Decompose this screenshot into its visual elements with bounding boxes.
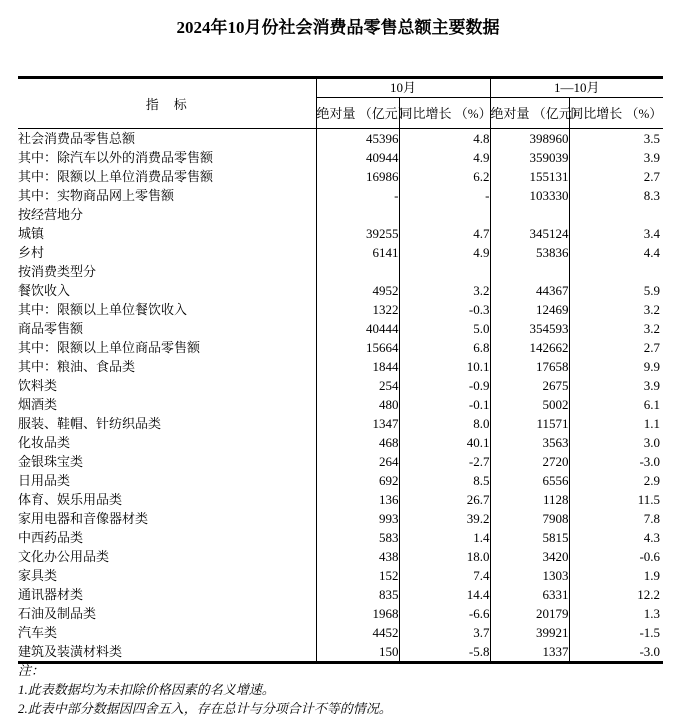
month-growth-cell: 5.0 bbox=[399, 319, 490, 338]
indicator-cell: 家用电器和音像器材类 bbox=[18, 509, 316, 528]
month-absolute-cell: 692 bbox=[316, 471, 399, 490]
month-absolute-cell: 4452 bbox=[316, 623, 399, 642]
cumulative-absolute-cell bbox=[490, 262, 569, 281]
month-growth-cell: 8.0 bbox=[399, 414, 490, 433]
month-absolute-cell: 1844 bbox=[316, 357, 399, 376]
indicator-cell: 城镇 bbox=[18, 224, 316, 243]
month-growth-cell: -6.6 bbox=[399, 604, 490, 623]
cumulative-growth-cell: 1.1 bbox=[643, 416, 661, 431]
header-group-month: 10月 bbox=[316, 78, 490, 98]
cumulative-absolute-cell: 39921 bbox=[490, 623, 569, 642]
cumulative-growth-cell: 3.9 bbox=[643, 150, 661, 165]
table-row bbox=[18, 129, 663, 149]
cumulative-absolute-cell bbox=[490, 205, 569, 224]
month-absolute-cell: 136 bbox=[316, 490, 399, 509]
cumulative-absolute-cell: 5815 bbox=[490, 528, 569, 547]
table-row bbox=[18, 471, 663, 490]
table-row bbox=[18, 300, 663, 319]
cumulative-growth-cell: 1.9 bbox=[643, 568, 661, 583]
month-growth-cell: -2.7 bbox=[399, 452, 490, 471]
month-growth-cell: 39.2 bbox=[399, 509, 490, 528]
indicator-cell: 其中：实物商品网上零售额 bbox=[18, 186, 316, 205]
table-row bbox=[18, 528, 663, 547]
cumulative-growth-cell: 12.2 bbox=[637, 587, 661, 602]
table-row bbox=[18, 395, 663, 414]
month-absolute-cell: 835 bbox=[316, 585, 399, 604]
cumulative-absolute-cell: 142662 bbox=[490, 338, 569, 357]
cumulative-absolute-cell: 12469 bbox=[490, 300, 569, 319]
footnote-2: 2.此表中部分数据因四舍五入，存在总计与分项合计不等的情况。 bbox=[18, 701, 392, 716]
indicator-cell: 其中：粮油、食品类 bbox=[18, 357, 316, 376]
month-absolute-cell: 40444 bbox=[316, 319, 399, 338]
month-growth-cell: 3.2 bbox=[399, 281, 490, 300]
header-group-row bbox=[18, 78, 663, 98]
cumulative-growth-cell: 3.2 bbox=[643, 321, 661, 336]
cumulative-growth-cell: 3.9 bbox=[643, 378, 661, 393]
month-growth-cell: 4.8 bbox=[399, 129, 490, 149]
indicator-cell: 体育、娱乐用品类 bbox=[18, 490, 316, 509]
month-absolute-cell bbox=[316, 205, 399, 224]
cumulative-absolute-cell: 1337 bbox=[490, 642, 569, 663]
indicator-cell: 建筑及装潢材料类 bbox=[18, 642, 316, 663]
month-absolute-cell: 1347 bbox=[316, 414, 399, 433]
cumulative-growth-cell: -1.5 bbox=[639, 625, 661, 640]
cumulative-absolute-cell: 5002 bbox=[490, 395, 569, 414]
month-absolute-cell: 6141 bbox=[316, 243, 399, 262]
table-row bbox=[18, 262, 663, 281]
cumulative-growth-cell: 3.5 bbox=[643, 131, 661, 146]
indicator-cell: 其中：限额以上单位商品零售额 bbox=[18, 338, 316, 357]
indicator-cell: 通讯器材类 bbox=[18, 585, 316, 604]
month-growth-cell bbox=[399, 205, 490, 224]
cumulative-absolute-cell: 103330 bbox=[490, 186, 569, 205]
cumulative-absolute-cell: 11571 bbox=[490, 414, 569, 433]
cumulative-growth-cell: 3.0 bbox=[643, 435, 661, 450]
table-row bbox=[18, 433, 663, 452]
indicator-cell: 社会消费品零售总额 bbox=[18, 129, 316, 149]
page-title: 2024年10月份社会消费品零售总额主要数据 bbox=[176, 18, 500, 37]
header-cumulative-absolute: 绝对量 （亿元） bbox=[490, 98, 569, 129]
indicator-cell: 其中：除汽车以外的消费品零售额 bbox=[18, 148, 316, 167]
month-growth-cell: - bbox=[399, 186, 490, 205]
month-absolute-cell: 39255 bbox=[316, 224, 399, 243]
indicator-cell: 文化办公用品类 bbox=[18, 547, 316, 566]
month-growth-cell: 40.1 bbox=[399, 433, 490, 452]
indicator-cell: 商品零售额 bbox=[18, 319, 316, 338]
cumulative-growth-cell bbox=[569, 262, 663, 281]
indicator-cell: 中西药品类 bbox=[18, 528, 316, 547]
table-row bbox=[18, 243, 663, 262]
month-absolute-cell: 1322 bbox=[316, 300, 399, 319]
cumulative-growth-cell: 3.4 bbox=[643, 226, 661, 241]
cumulative-growth-cell: -3.0 bbox=[639, 454, 661, 469]
cumulative-absolute-cell: 44367 bbox=[490, 281, 569, 300]
month-growth-cell: -0.1 bbox=[399, 395, 490, 414]
month-growth-cell: -0.9 bbox=[399, 376, 490, 395]
cumulative-growth-cell: 2.9 bbox=[643, 473, 661, 488]
cumulative-absolute-cell: 2675 bbox=[490, 376, 569, 395]
cumulative-absolute-cell: 155131 bbox=[490, 167, 569, 186]
cumulative-absolute-cell: 7908 bbox=[490, 509, 569, 528]
indicator-cell: 餐饮收入 bbox=[18, 281, 316, 300]
header-group-cumulative: 1—10月 bbox=[490, 78, 663, 98]
month-absolute-cell: 15664 bbox=[316, 338, 399, 357]
indicator-cell: 石油及制品类 bbox=[18, 604, 316, 623]
month-growth-cell bbox=[399, 262, 490, 281]
footnotes bbox=[18, 661, 392, 718]
table-row bbox=[18, 566, 663, 585]
cumulative-growth-cell: 1.3 bbox=[643, 606, 661, 621]
table-row bbox=[18, 490, 663, 509]
month-growth-cell: 4.7 bbox=[399, 224, 490, 243]
indicator-cell: 饮料类 bbox=[18, 376, 316, 395]
cumulative-absolute-cell: 53836 bbox=[490, 243, 569, 262]
table-row bbox=[18, 167, 663, 186]
cumulative-absolute-cell: 3563 bbox=[490, 433, 569, 452]
cumulative-absolute-cell: 1128 bbox=[490, 490, 569, 509]
cumulative-growth-cell: 3.2 bbox=[643, 302, 661, 317]
header-indicator: 指 标 bbox=[18, 78, 316, 129]
cumulative-absolute-cell: 3420 bbox=[490, 547, 569, 566]
table-row bbox=[18, 585, 663, 604]
cumulative-absolute-cell: 359039 bbox=[490, 148, 569, 167]
cumulative-absolute-cell: 6331 bbox=[490, 585, 569, 604]
month-absolute-cell: 438 bbox=[316, 547, 399, 566]
month-absolute-cell: 40944 bbox=[316, 148, 399, 167]
cumulative-absolute-cell: 398960 bbox=[490, 129, 569, 149]
month-growth-cell: -5.8 bbox=[399, 642, 490, 663]
indicator-cell: 烟酒类 bbox=[18, 395, 316, 414]
indicator-cell: 金银珠宝类 bbox=[18, 452, 316, 471]
month-growth-cell: 7.4 bbox=[399, 566, 490, 585]
table-row bbox=[18, 642, 663, 663]
table-row bbox=[18, 376, 663, 395]
table-row bbox=[18, 357, 663, 376]
retail-sales-table bbox=[18, 76, 663, 664]
month-absolute-cell: 1968 bbox=[316, 604, 399, 623]
cumulative-growth-cell: 2.7 bbox=[643, 340, 661, 355]
cumulative-growth-cell bbox=[569, 205, 663, 224]
table-row bbox=[18, 509, 663, 528]
table-row bbox=[18, 623, 663, 642]
footnote-1: 1.此表数据均为未扣除价格因素的名义增速。 bbox=[18, 682, 275, 697]
indicator-cell: 其中：限额以上单位餐饮收入 bbox=[18, 300, 316, 319]
month-growth-cell: 4.9 bbox=[399, 243, 490, 262]
cumulative-growth-cell: 9.9 bbox=[643, 359, 661, 374]
footnote-label: 注： bbox=[18, 663, 45, 678]
cumulative-absolute-cell: 354593 bbox=[490, 319, 569, 338]
table-row bbox=[18, 148, 663, 167]
month-growth-cell: 6.8 bbox=[399, 338, 490, 357]
indicator-cell: 其中：限额以上单位消费品零售额 bbox=[18, 167, 316, 186]
month-absolute-cell: 150 bbox=[316, 642, 399, 663]
cumulative-growth-cell: 7.8 bbox=[643, 511, 661, 526]
cumulative-absolute-cell: 20179 bbox=[490, 604, 569, 623]
table-row bbox=[18, 414, 663, 433]
month-growth-cell: 8.5 bbox=[399, 471, 490, 490]
indicator-cell: 汽车类 bbox=[18, 623, 316, 642]
month-absolute-cell: 254 bbox=[316, 376, 399, 395]
month-growth-cell: 26.7 bbox=[399, 490, 490, 509]
month-absolute-cell: 45396 bbox=[316, 129, 399, 149]
table-row bbox=[18, 186, 663, 205]
month-absolute-cell: 4952 bbox=[316, 281, 399, 300]
table-body bbox=[18, 129, 663, 663]
table-row bbox=[18, 319, 663, 338]
indicator-cell: 家具类 bbox=[18, 566, 316, 585]
cumulative-growth-cell: 8.3 bbox=[643, 188, 661, 203]
month-growth-cell: 18.0 bbox=[399, 547, 490, 566]
month-absolute-cell: 264 bbox=[316, 452, 399, 471]
cumulative-growth-cell: 6.1 bbox=[643, 397, 661, 412]
cumulative-growth-cell: -3.0 bbox=[639, 644, 661, 659]
month-growth-cell: 10.1 bbox=[399, 357, 490, 376]
cumulative-absolute-cell: 2720 bbox=[490, 452, 569, 471]
header-month-absolute: 绝对量 （亿元） bbox=[316, 98, 399, 129]
cumulative-growth-cell: 4.3 bbox=[643, 530, 661, 545]
table-row bbox=[18, 338, 663, 357]
month-growth-cell: 4.9 bbox=[399, 148, 490, 167]
table-row bbox=[18, 281, 663, 300]
cumulative-growth-cell: -0.6 bbox=[639, 549, 661, 564]
cumulative-growth-cell: 4.4 bbox=[643, 245, 661, 260]
cumulative-growth-cell: 11.5 bbox=[637, 492, 661, 507]
table-header bbox=[18, 78, 663, 129]
month-growth-cell: 6.2 bbox=[399, 167, 490, 186]
table-row bbox=[18, 604, 663, 623]
table-row bbox=[18, 547, 663, 566]
indicator-cell: 化妆品类 bbox=[18, 433, 316, 452]
month-absolute-cell: 468 bbox=[316, 433, 399, 452]
indicator-cell: 日用品类 bbox=[18, 471, 316, 490]
header-cumulative-growth: 同比增长 （%） bbox=[569, 98, 663, 129]
month-absolute-cell bbox=[316, 262, 399, 281]
month-growth-cell: 3.7 bbox=[399, 623, 490, 642]
cumulative-absolute-cell: 6556 bbox=[490, 471, 569, 490]
cumulative-absolute-cell: 345124 bbox=[490, 224, 569, 243]
month-absolute-cell: 152 bbox=[316, 566, 399, 585]
cumulative-growth-cell: 5.9 bbox=[643, 283, 661, 298]
month-growth-cell: 14.4 bbox=[399, 585, 490, 604]
cumulative-growth-cell: 2.7 bbox=[643, 169, 661, 184]
table-row bbox=[18, 224, 663, 243]
indicator-cell: 按经营地分 bbox=[18, 205, 316, 224]
indicator-cell: 按消费类型分 bbox=[18, 262, 316, 281]
month-growth-cell: 1.4 bbox=[399, 528, 490, 547]
month-growth-cell: -0.3 bbox=[399, 300, 490, 319]
table-row bbox=[18, 205, 663, 224]
indicator-cell: 乡村 bbox=[18, 243, 316, 262]
cumulative-absolute-cell: 17658 bbox=[490, 357, 569, 376]
indicator-cell: 服装、鞋帽、针纺织品类 bbox=[18, 414, 316, 433]
month-absolute-cell: 993 bbox=[316, 509, 399, 528]
header-month-growth: 同比增长 （%） bbox=[399, 98, 490, 129]
month-absolute-cell: 16986 bbox=[316, 167, 399, 186]
month-absolute-cell: - bbox=[316, 186, 399, 205]
cumulative-absolute-cell: 1303 bbox=[490, 566, 569, 585]
month-absolute-cell: 583 bbox=[316, 528, 399, 547]
month-absolute-cell: 480 bbox=[316, 395, 399, 414]
table-row bbox=[18, 452, 663, 471]
